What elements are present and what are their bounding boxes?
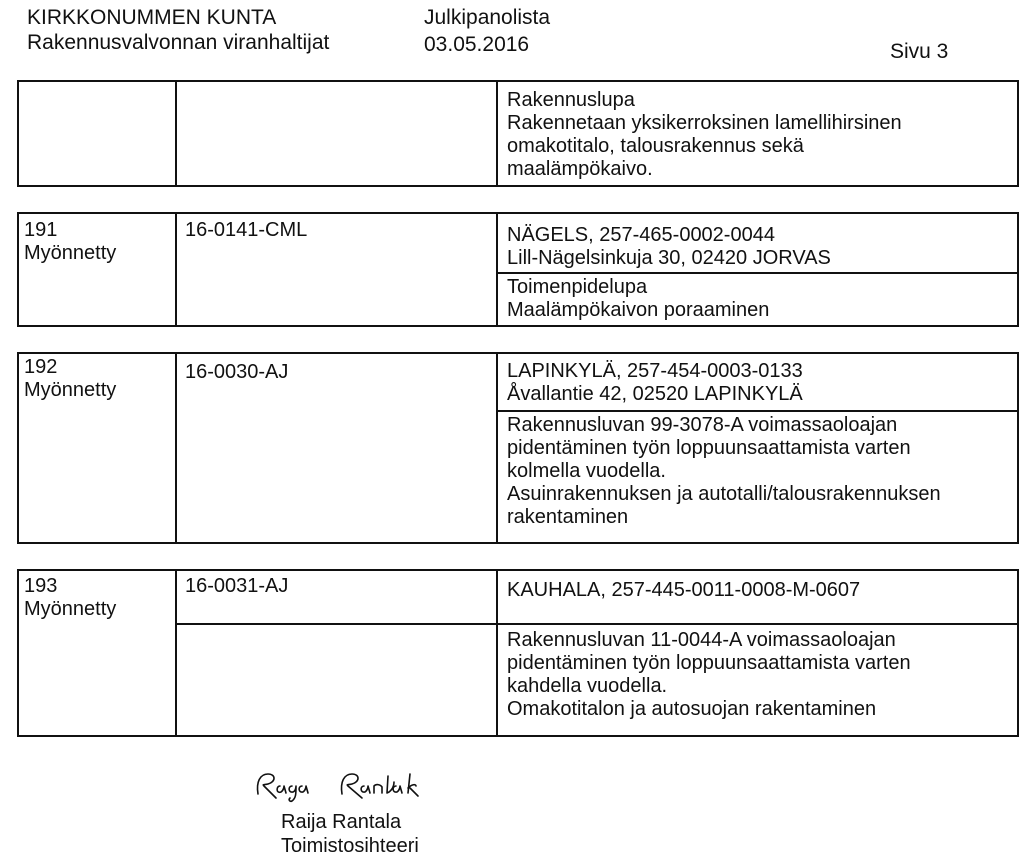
entry-description: Rakennusluvan 11-0044-A voimassaoloajan pidentäminen työn loppuunsaattamista varten kahdella vuodella. Omakotitalon ja autosuojan rakentaminen	[507, 629, 911, 720]
document-type: Julkipanolista	[424, 6, 551, 29]
entry-status: Myönnetty	[24, 598, 117, 620]
column-divider	[496, 80, 498, 187]
entry-location: NÄGELS, 257-465-0002-0044 Lill-Nägelsinkuja 30, 02420 JORVAS	[507, 224, 831, 269]
signer-name: Raija Rantala	[281, 811, 402, 833]
entry-number: 193	[24, 575, 58, 597]
signer-title: Toimistosihteeri	[281, 835, 419, 857]
document-date: 03.05.2016	[424, 33, 530, 56]
department-name: Rakennusvalvonnan viranhaltijat	[27, 31, 330, 54]
entry-location: LAPINKYLÄ, 257-454-0003-0133 Åvallantie 42, 02520 LAPINKYLÄ	[507, 360, 803, 405]
column-divider	[175, 352, 177, 544]
entry-status: Myönnetty	[24, 379, 117, 401]
entry-id: 16-0141-CML	[185, 219, 308, 241]
entry-number: 191	[24, 219, 58, 241]
column-divider	[175, 80, 177, 187]
entry-status: Myönnetty	[24, 242, 117, 264]
entry-description: Toimenpidelupa Maalämpökaivon poraaminen	[507, 276, 770, 321]
column-divider	[175, 569, 177, 737]
entry-id: 16-0031-AJ	[185, 575, 289, 597]
entry-location: KAUHALA, 257-445-0011-0008-M-0607	[507, 579, 861, 601]
page-number: Sivu 3	[890, 40, 949, 63]
entry-description: Rakennuslupa Rakennetaan yksikerroksinen lamellihirsinen omakotitalo, talousrakennus sekä maalämpökaivo.	[507, 89, 902, 180]
entry-number: 192	[24, 356, 58, 378]
row-divider	[496, 410, 1019, 412]
column-divider	[496, 352, 498, 544]
entry-id: 16-0030-AJ	[185, 361, 289, 383]
column-divider	[175, 212, 177, 327]
organization-name: KIRKKONUMMEN KUNTA	[27, 6, 277, 29]
row-divider	[175, 623, 1019, 625]
column-divider	[496, 569, 498, 737]
entry-description: Rakennusluvan 99-3078-A voimassaoloajan pidentäminen työn loppuunsaattamista varten kolmella vuodella. Asuinrakennuksen ja autotalli/talousrakennuksen rakentaminen	[507, 414, 941, 528]
row-divider	[496, 272, 1019, 274]
handwritten-signature	[250, 768, 520, 804]
column-divider	[496, 212, 498, 327]
